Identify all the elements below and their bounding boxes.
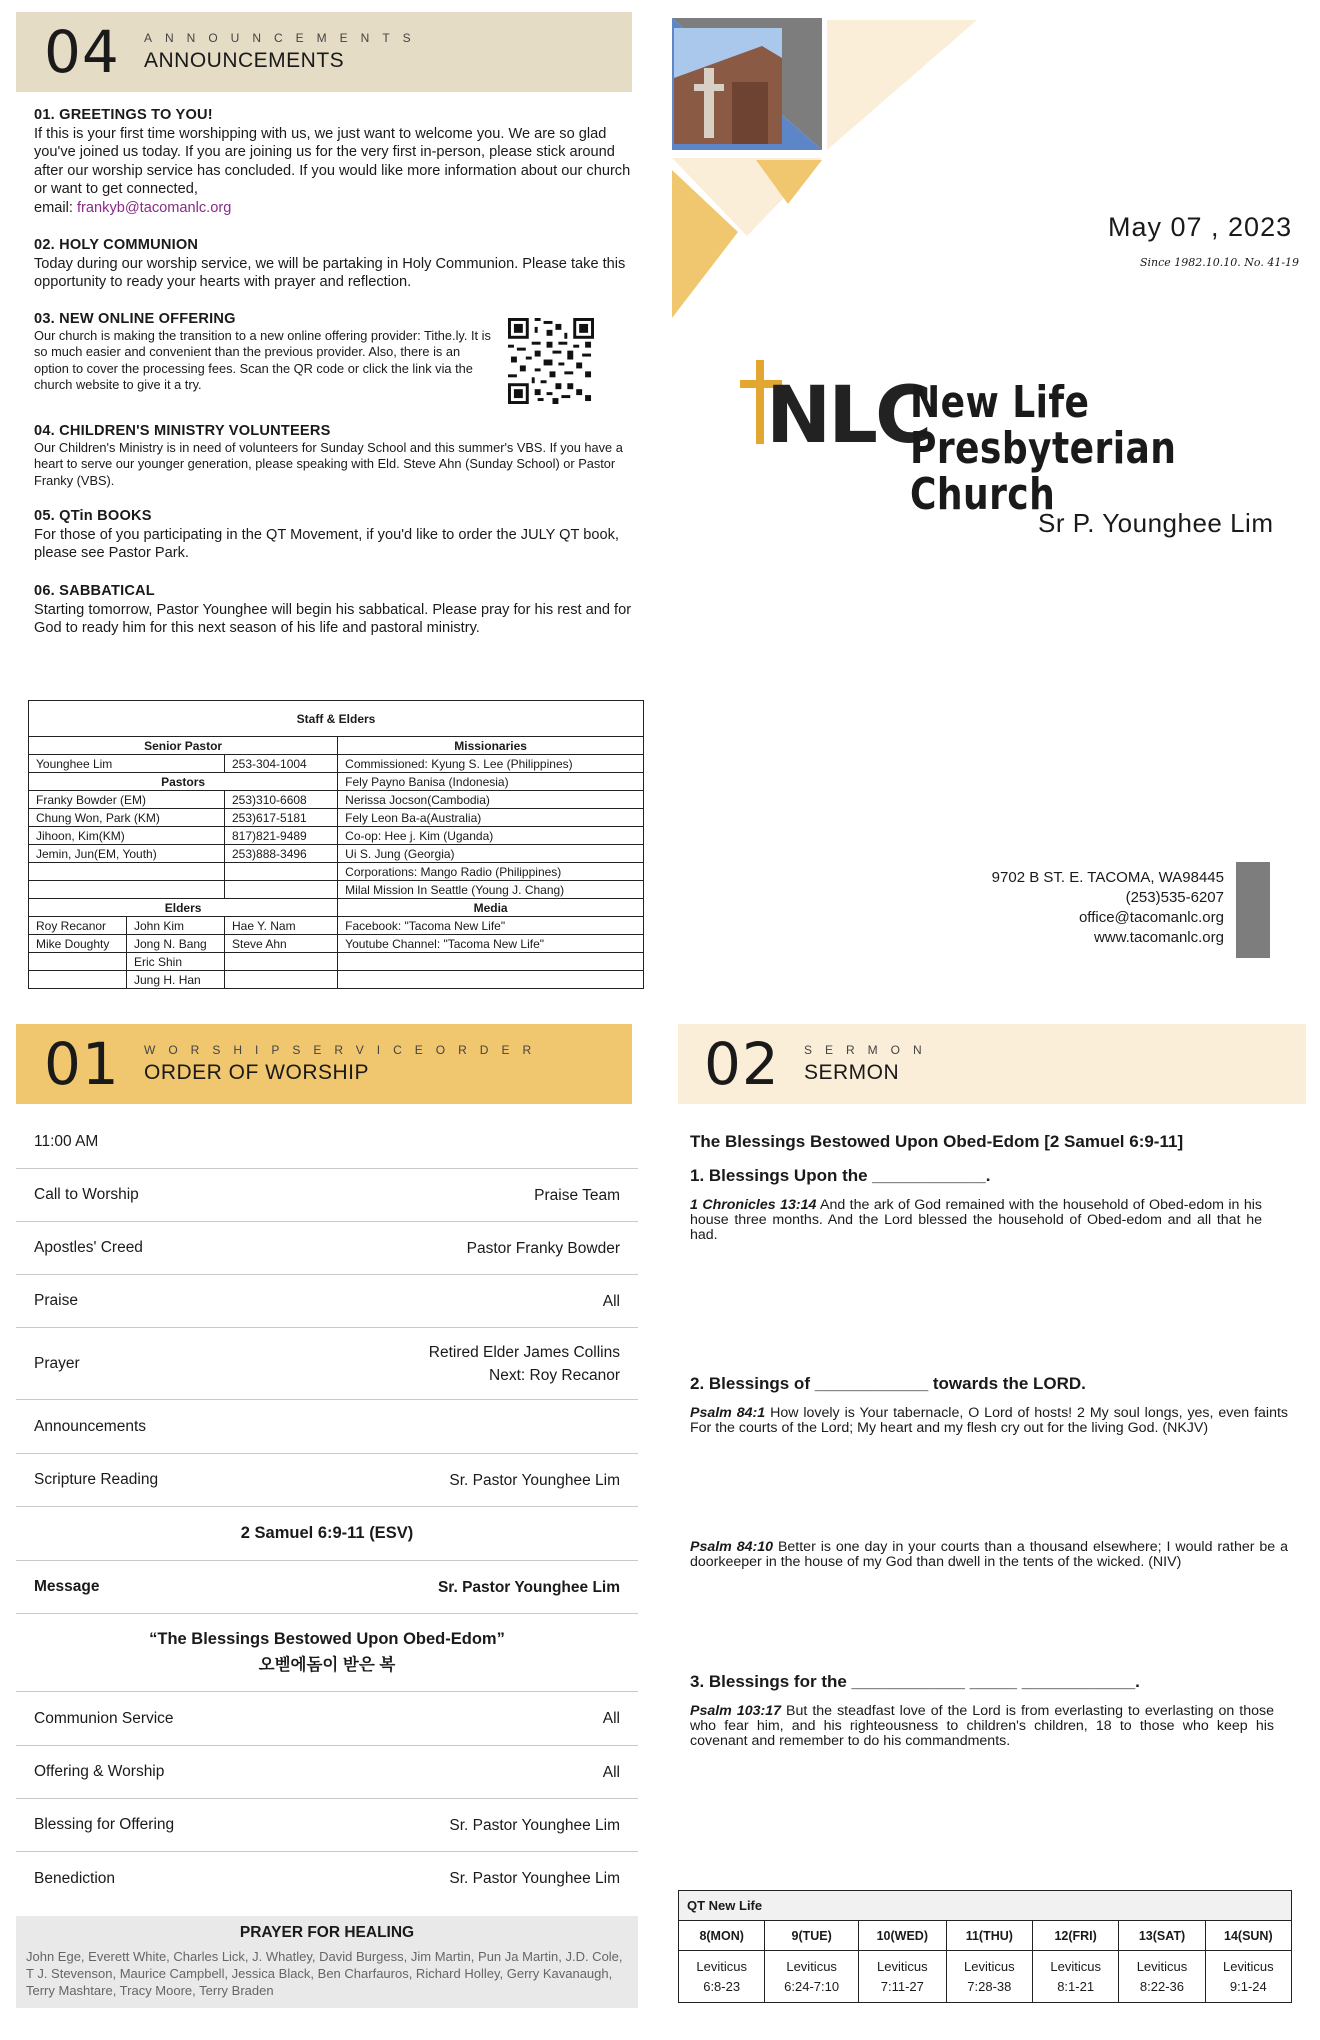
announcement-3 (34, 311, 496, 394)
church-name: New Life Presbyterian Church (910, 377, 1177, 520)
senior-pastor-name: Sr P. Younghee Lim (1038, 508, 1274, 538)
section-spaced-title: SERMON (804, 1043, 935, 1057)
worship-row: Praise All (16, 1275, 638, 1328)
sermon-point-2: 2. Blessings of ____________ towards the LORD. (690, 1374, 1086, 1393)
table-cell: Jihoon, Kim(KM) (29, 827, 225, 845)
table-cell: Milal Mission In Seattle (Young J. Chang) (338, 881, 644, 899)
table-caption: Staff & Elders (29, 701, 644, 737)
sermon-title-block (16, 1614, 638, 1692)
section-spaced-title: ANNOUNCEMENTS (144, 31, 424, 45)
announcement-4 (34, 423, 634, 489)
email-link[interactable]: office@tacomanlc.org (1078, 909, 1224, 926)
since-line: Since 1982.10.10. No. 41-19 (1140, 256, 1300, 269)
table-cell: Nerissa Jocson(Cambodia) (338, 791, 644, 809)
pastors-header: Pastors (29, 773, 338, 791)
table-cell: Corporations: Mango Radio (Philippines) (338, 863, 644, 881)
qt-reading-table (678, 1890, 1292, 2003)
sermon-point-1: 1. Blessings Upon the ____________. (690, 1166, 991, 1185)
worship-row: Offering & Worship All (16, 1746, 638, 1799)
section-number: 02 (704, 1030, 780, 1098)
worship-row: Apostles' Creed Pastor Franky Bowder (16, 1222, 638, 1275)
table-cell: Chung Won, Park (KM) (29, 809, 225, 827)
table-cell: Ui S. Jung (Georgia) (338, 845, 644, 863)
scripture-passage: 2 Samuel 6:9-11 (ESV) (16, 1507, 638, 1561)
scripture-verse: Psalm 84:1 How lovely is Your tabernacle, O Lord of hosts! 2 My soul longs, yes, even faints For the courts of the Lord; My heart and my flesh cry out for the living God. (NKJV) (690, 1405, 1289, 1436)
qt-day: 10(WED) (858, 1921, 946, 1951)
announcement-5 (34, 507, 634, 563)
table-cell: 253)310-6608 (225, 791, 338, 809)
table-cell: Mike Doughty (29, 935, 127, 953)
media-header: Media (338, 899, 644, 917)
church-photo (674, 28, 782, 144)
table-cell: Youtube Channel: "Tacoma New Life" (338, 935, 644, 953)
table-cell: Commissioned: Kyung S. Lee (Philippines) (338, 755, 644, 773)
qt-reading: Leviticus 7:11-27 (858, 1951, 946, 2003)
announcement-body: Starting tomorrow, Pastor Younghee will begin his sabbatical. Please pray for his rest and for God to ready him for this next season of his life and pastoral ministry. (34, 601, 632, 636)
table-cell: Facebook: "Tacoma New Life" (338, 917, 644, 935)
announcement-body: Today during our worship service, we will be partaking in Holy Communion. Please take this opportunity to ready your hearts with prayer and reflection. (34, 255, 626, 290)
worship-row: Benediction Sr. Pastor Younghee Lim (34, 1869, 620, 1887)
announcement-heading: 03. NEW ONLINE OFFERING (34, 311, 236, 327)
qt-reading: Leviticus 6:8-23 (679, 1951, 765, 2003)
scripture-verse: 1 Chronicles 13:14 And the ark of God remained with the household of Obed-edom in his house three months. And the Lord blessed the household of Obed-edom and all that he had. (690, 1197, 1262, 1243)
bulletin-date: May 07 , 2023 (1108, 212, 1293, 242)
address: 9702 B ST. E. TACOMA, WA98445 (991, 869, 1224, 886)
qt-reading: Leviticus 9:1-24 (1205, 1951, 1291, 2003)
service-time: 11:00 AM (34, 1133, 99, 1150)
announcement-heading: 04. CHILDREN'S MINISTRY VOLUNTEERS (34, 423, 331, 439)
table-cell: Eric Shin (127, 953, 225, 971)
table-cell: Jong N. Bang (127, 935, 225, 953)
table-cell: Jemin, Jun(EM, Youth) (29, 845, 225, 863)
section-title: ORDER OF WORSHIP (144, 1061, 370, 1084)
qr-code[interactable] (508, 315, 594, 407)
table-cell: 253-304-1004 (225, 755, 338, 773)
prayer-names: John Ege, Everett White, Charles Lick, J. Whatley, David Burgess, Jim Martin, Pun Ja Martin, J.D. Cole, T J. Stevenson, Maurice Campbell, Jessica Black, Ben Charfauros, Richard Holley, Gerry Kavanaugh, Terry Mashtare, Tracy Moore, Terry Braden (26, 1949, 623, 1998)
table-cell: Jung H. Han (127, 971, 225, 989)
qt-day: 13(SAT) (1119, 1921, 1205, 1951)
senior-pastor-header: Senior Pastor (29, 737, 338, 755)
table-cell: John Kim (127, 917, 225, 935)
sermon-point-3: 3. Blessings for the ____________ _____ ____________. (690, 1672, 1140, 1691)
sermon-title: “The Blessings Bestowed Upon Obed-Edom” (149, 1630, 505, 1648)
announcement-body: Our Children's Ministry is in need of volunteers for Sunday School and this summer's VBS. If you have a heart to serve our younger generation, please speaking with Eld. Steve Ahn (Sunday School) or Pastor Franky (VBS). (34, 439, 623, 488)
announcement-body: If this is your first time worshipping with us, we just want to welcome you. We are so glad you've joined us today. If you are joining us for the very first in-person, please stick around after our worship service has concluded. If you would like more information about our church or want to get connected, email: frankyb@tacomanlc.org (34, 125, 631, 216)
phone[interactable]: (253)535-6207 (1125, 889, 1224, 906)
table-cell: 253)617-5181 (225, 809, 338, 827)
qt-reading: Leviticus 6:24-7:10 (765, 1951, 859, 2003)
message-row: Message Sr. Pastor Younghee Lim (16, 1561, 638, 1614)
logo-letters: NLC (766, 371, 930, 461)
elders-header: Elders (29, 899, 338, 917)
table-cell: 817)821-9489 (225, 827, 338, 845)
table-cell: Roy Recanor (29, 917, 127, 935)
section-spaced-title: WORSHIPSERVICEORDER (144, 1043, 545, 1057)
worship-header (16, 1024, 632, 1104)
church-contact (992, 868, 1224, 948)
scripture-verse: Psalm 84:10 Better is one day in your courts than a thousand elsewhere; I would rather be a doorkeeper in the house of my God than dwell in the tents of the wicked. (NIV) (690, 1539, 1288, 1570)
table-cell: Fely Leon Ba-a(Australia) (338, 809, 644, 827)
announcement-heading: 02. HOLY COMMUNION (34, 237, 199, 253)
announcement-6 (34, 582, 634, 638)
worship-row: Communion Service All (16, 1692, 638, 1746)
qt-day: 11(THU) (946, 1921, 1032, 1951)
worship-row: Prayer Retired Elder James Collins Next: Roy Recanor (16, 1328, 638, 1400)
sermon-title-korean: 오벧에돔이 받은 복 (258, 1656, 396, 1674)
table-cell: Fely Payno Banisa (Indonesia) (338, 773, 644, 791)
worship-row: Announcements (16, 1400, 638, 1454)
announcement-1 (34, 106, 634, 217)
section-title: SERMON (804, 1061, 900, 1084)
service-time-row (16, 1116, 638, 1169)
announcement-heading: 01. GREETINGS TO YOU! (34, 107, 213, 123)
sermon-heading: The Blessings Bestowed Upon Obed-Edom [2 Samuel 6:9-11] (690, 1132, 1184, 1151)
staff-elders-table (28, 700, 644, 989)
worship-row: Blessing for Offering Sr. Pastor Younghee Lim (16, 1799, 638, 1852)
announcement-body: Our church is making the transition to a new online offering provider: Tithe.ly. It is so much easier and convenient than the previous provider. Also, there is an option to cover the processing fees. Scan the QR code or click the link via the church website to give it a try. (34, 327, 491, 392)
qt-reading: Leviticus 8:22-36 (1119, 1951, 1205, 2003)
sermon-header (678, 1024, 1306, 1104)
worship-row: Scripture Reading Sr. Pastor Younghee Lim (16, 1454, 638, 1507)
qt-day: 14(SUN) (1205, 1921, 1291, 1951)
table-cell: Steve Ahn (225, 935, 338, 953)
prayer-for-healing (16, 1916, 638, 2008)
qt-reading: Leviticus 7:28-38 (946, 1951, 1032, 2003)
missionaries-header: Missionaries (338, 737, 644, 755)
announcement-2 (34, 236, 634, 292)
section-number: 01 (44, 1030, 120, 1098)
announcements-header (16, 12, 632, 92)
qt-day: 12(FRI) (1032, 1921, 1118, 1951)
worship-row: Call to Worship Praise Team (16, 1169, 638, 1222)
website-link[interactable]: www.tacomanlc.org (1093, 929, 1224, 946)
prayer-title: PRAYER FOR HEALING (239, 1924, 415, 1941)
qt-reading: Leviticus 8:1-21 (1032, 1951, 1118, 2003)
qt-title: QT New Life (679, 1891, 1292, 1921)
announcement-body: For those of you participating in the QT Movement, if you'd like to order the JULY QT book, please see Pastor Park. (34, 526, 619, 561)
gray-accent-bar (1236, 862, 1270, 958)
table-cell: Franky Bowder (EM) (29, 791, 225, 809)
section-number: 04 (44, 18, 120, 86)
announcement-heading: 06. SABBATICAL (34, 583, 155, 599)
table-cell: Hae Y. Nam (225, 917, 338, 935)
qt-day: 8(MON) (679, 1921, 765, 1951)
table-cell: Younghee Lim (29, 755, 225, 773)
email-link[interactable]: frankyb@tacomanlc.org (77, 199, 232, 216)
cover-geometric-art (672, 18, 992, 320)
announcement-heading: 05. QTin BOOKS (34, 508, 152, 524)
scripture-verse: Psalm 103:17 But the steadfast love of the Lord is from everlasting to everlasting on those who fear him, and his righteousness to children's children, 18 to those who keep his covenant and remember to do his commandments. (690, 1703, 1274, 1749)
table-cell: 253)888-3496 (225, 845, 338, 863)
section-title: ANNOUNCEMENTS (144, 49, 345, 72)
qt-day: 9(TUE) (765, 1921, 859, 1951)
table-cell: Co-op: Hee j. Kim (Uganda) (338, 827, 644, 845)
church-logo (736, 360, 930, 470)
